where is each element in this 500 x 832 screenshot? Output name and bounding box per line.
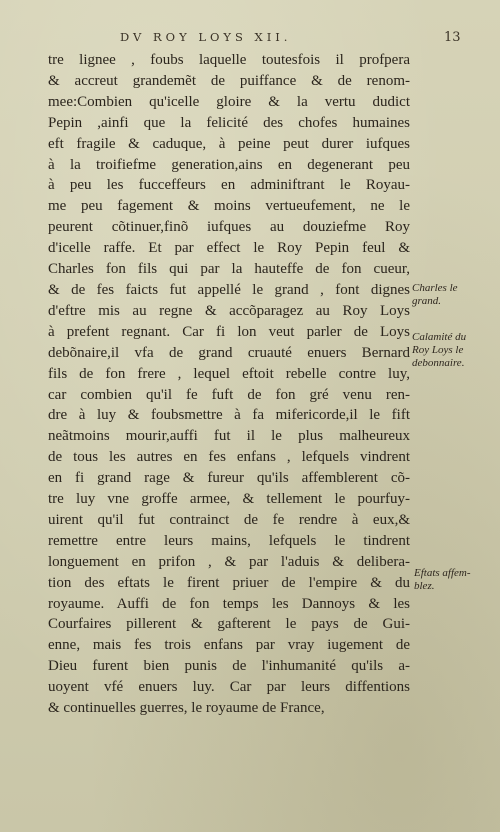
- text-line: & de fes faicts fut appellé le grand , font dignes: [48, 281, 410, 298]
- text-line: peurent cõtinuer,finõ iufques au douziefme Roy: [48, 219, 410, 236]
- text-line: tre luy vne groffe armee, & tellement le pourfuy-: [48, 491, 410, 508]
- margin-note-line: grand.: [412, 295, 442, 307]
- text-line: uirent qu'il fut contrainct de fe rendre à eux,&: [48, 511, 410, 528]
- text-line: uoyent vfé enuers luy. Car par leurs diffentions: [48, 679, 410, 696]
- text-line: remettre entre leurs mains, lefquels le tindrent: [48, 532, 410, 549]
- page-number: 13: [444, 30, 461, 45]
- body-text: [48, 50, 410, 719]
- margin-note-line: Calamité du: [412, 331, 467, 343]
- text-line: enne, mais fes trois enfans par vray iugement de: [48, 637, 410, 654]
- text-line: & continuelles guerres, le royaume de France,: [48, 700, 325, 717]
- margin-note-line: blez.: [414, 580, 435, 592]
- text-line: à la troifiefme generation,ains en degenerant peu: [48, 156, 410, 173]
- margin-note-calamite: [412, 331, 466, 370]
- margin-note-line: Eftats affem-: [414, 567, 471, 579]
- text-line: Dieu furent bien punis de l'inhumanité qu'ils a-: [48, 658, 410, 675]
- text-line: mee:Combien qu'icelle gloire & la vertu dudict: [48, 93, 410, 110]
- text-line: tre lignee , foubs laquelle toutesfois il profpera: [48, 52, 410, 68]
- text-line: fils de fon frere , lequel eftoit rebelle contre luy,: [48, 365, 410, 382]
- text-line: à peu les fucceffeurs en adminiftrant le Royau-: [48, 177, 410, 194]
- text-line: Charles fon fils qui par la hauteffe de fon cueur,: [48, 261, 410, 278]
- text-line: longuement en prifon , & par l'aduis & delibera-: [48, 553, 410, 570]
- text-line: d'icelle raffe. Et par effect le Roy Pepin feul &: [48, 240, 410, 257]
- text-line: car combien qu'il fe fuft de fon gré venu ren-: [48, 386, 410, 403]
- margin-note-line: Roy Loys le: [412, 344, 464, 356]
- text-line: Pepin ,ainfi que la felicité des chofes humaines: [48, 114, 410, 131]
- text-line: d'eftre mis au regne & accõparagez au Roy Loys: [48, 302, 410, 319]
- text-line: me peu fagement & moins vertueufement, ne le: [48, 198, 410, 215]
- text-line: neãtmoins mourir,auffi fut il le plus malheureux: [48, 428, 410, 445]
- text-line: eft fragile & caduque, à peine peut durer iufques: [48, 135, 410, 152]
- margin-note-line: Charles le: [412, 282, 458, 294]
- margin-note-line: debonnaire.: [412, 357, 465, 369]
- running-title: DV ROY LOYS XII.: [120, 30, 292, 44]
- text-line: Courfaires pillerent & gafterent le pays de Gui-: [48, 616, 410, 633]
- text-line: & accreut grandemẽt de puiffance & de renom-: [48, 72, 410, 89]
- text-line: tion des eftats le firent priuer de l'empire & du: [48, 574, 410, 591]
- margin-note-charles: [412, 282, 458, 308]
- text-line: en fi grand rage & fureur qu'ils affemblerent cõ-: [48, 470, 410, 487]
- text-line: de tous les autres en fes enfans , lefquels vindrent: [48, 449, 410, 466]
- margin-note-estats: [414, 567, 471, 593]
- text-line: à prefent regnant. Car fi lon veut parler de Loys: [48, 323, 410, 340]
- text-line: royaume. Auffi de fon temps les Dannoys & les: [48, 595, 410, 612]
- text-line: dre à luy & foubsmettre à fa mifericorde,il le fift: [48, 407, 410, 424]
- text-line: debõnaire,il vfa de grand cruauté enuers Bernard: [48, 344, 410, 361]
